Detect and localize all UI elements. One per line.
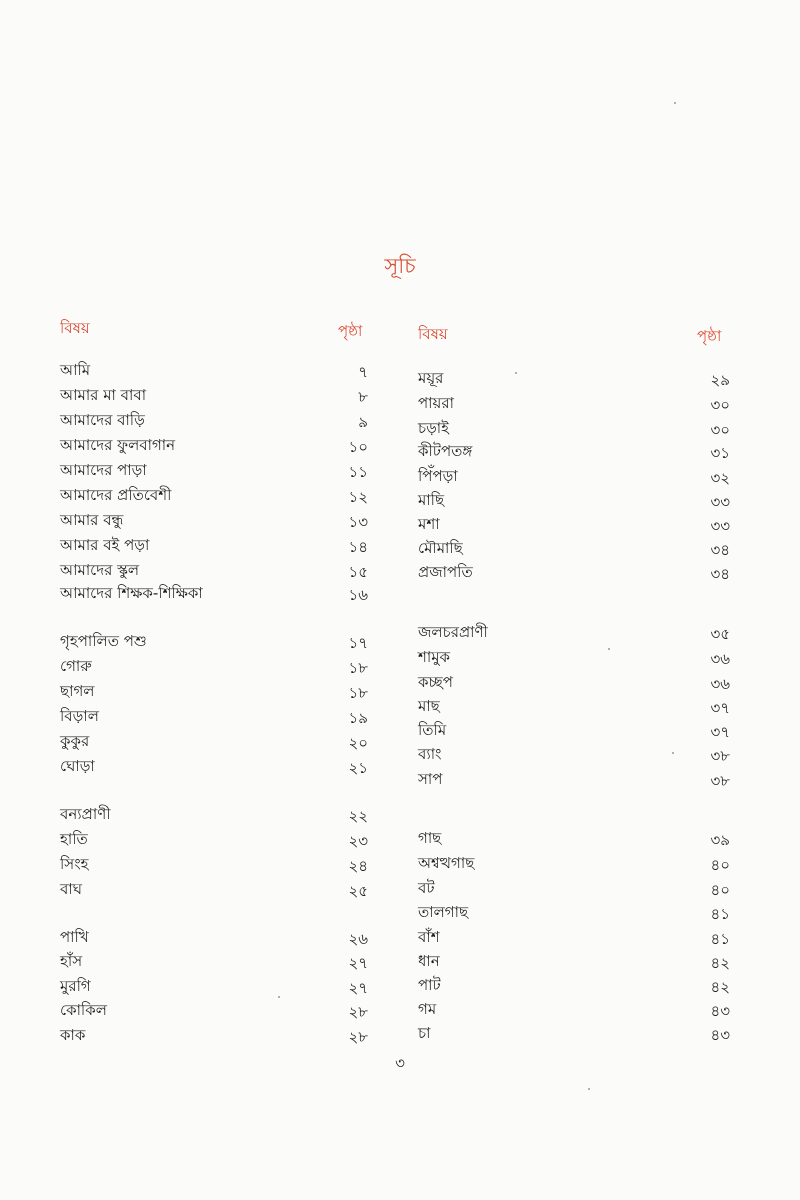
left-entry-page: ১৭ (348, 634, 368, 652)
right-entry-page: ৩০ (710, 396, 730, 414)
right-entry-page: ৩৪ (710, 565, 730, 583)
right-entry-page: ৩৭ (710, 699, 730, 717)
right-entry-page: ৪০ (710, 856, 730, 874)
right-topic-header: বিষয় (418, 325, 448, 343)
left-entry-page: ১৩ (348, 513, 368, 531)
right-entry-topic: বট (418, 879, 435, 897)
right-entry-page: ৩০ (710, 421, 730, 439)
left-entry-page: ২৫ (348, 882, 368, 900)
left-entry-page: ২২ (348, 807, 368, 825)
right-entry-topic: তিমি (418, 721, 447, 739)
left-entry-topic: গোরু (60, 657, 92, 675)
scan-speck (515, 372, 517, 374)
right-entry-topic: অশ্বত্থগাছ (418, 854, 475, 872)
left-entry-topic: আমার বই পড়া (60, 536, 150, 554)
left-entry-topic: আমার মা বাবা (60, 386, 147, 404)
left-entry-page: ২৪ (348, 857, 368, 875)
left-entry-page: ২৮ (348, 1028, 368, 1046)
left-entry-page: ১৮ (348, 684, 368, 702)
right-entry-topic: বাঁশ (418, 928, 440, 946)
right-entry-topic: কীটপতঙ্গ (418, 442, 473, 460)
right-entry-topic: মাছ (418, 697, 440, 715)
left-entry-topic: কুকুর (60, 732, 90, 750)
left-entry-topic: হাঁস (60, 952, 83, 970)
left-entry-topic: হাতি (60, 830, 88, 848)
left-entry-topic: ছাগল (60, 682, 95, 700)
right-entry-topic: সাপ (418, 770, 443, 788)
right-entry-page: ৪০ (710, 881, 730, 899)
left-entry-topic: আমাদের প্রতিবেশী (60, 486, 172, 504)
right-entry-page: ৩৮ (710, 747, 730, 765)
left-entry-page: ২৭ (348, 954, 368, 972)
left-entry-page: ১৯ (348, 709, 368, 727)
left-entry-page: ২৩ (348, 832, 368, 850)
right-entry-page: ৩৩ (710, 517, 730, 535)
left-entry-topic: আমাদের শিক্ষক-শিক্ষিকা (60, 584, 203, 602)
left-entry-topic: গৃহপালিত পশু (60, 632, 147, 650)
left-entry-topic: আমাদের পাড়া (60, 461, 147, 479)
left-entry-page: ৭ (358, 363, 368, 381)
left-entry-page: ১২ (348, 488, 368, 506)
right-entry-topic: পায়রা (418, 394, 454, 412)
right-entry-page: ৪১ (710, 905, 730, 923)
right-entry-topic: পাট (418, 976, 441, 994)
left-entry-page: ২১ (348, 759, 368, 777)
right-entry-topic: ধান (418, 952, 440, 970)
left-entry-page: ১৫ (348, 563, 368, 581)
right-entry-page: ৩৫ (710, 625, 730, 643)
left-entry-topic: মুরগি (60, 977, 91, 995)
left-topic-header: বিষয় (60, 319, 90, 337)
left-entry-topic: আমাদের স্কুল (60, 561, 140, 579)
right-entry-page: ৩৯ (710, 831, 730, 849)
right-entry-topic: জলচরপ্রাণী (418, 623, 488, 641)
left-entry-topic: পাখি (60, 928, 89, 946)
right-entry-topic: মৌমাছি (418, 539, 463, 557)
right-entry-page: ৪৩ (710, 1026, 730, 1044)
left-entry-topic: বাঘ (60, 880, 82, 898)
right-entry-topic: কচ্ছপ (418, 673, 453, 691)
right-entry-topic: চা (418, 1024, 431, 1042)
right-entry-page: ৪২ (710, 954, 730, 972)
right-entry-page: ৩৪ (710, 541, 730, 559)
right-entry-topic: তালগাছ (418, 903, 469, 921)
left-entry-topic: বিড়াল (60, 707, 99, 725)
right-entry-page: ৩৩ (710, 493, 730, 511)
right-entry-topic: পিঁপড়া (418, 467, 458, 485)
right-entry-topic: মাছি (418, 491, 445, 509)
left-entry-page: ১১ (348, 463, 368, 481)
left-entry-page: ৯ (358, 413, 368, 431)
right-entry-page: ৩৬ (710, 675, 730, 693)
right-entry-page: ৪১ (710, 930, 730, 948)
right-entry-topic: মশা (418, 515, 440, 533)
left-entry-topic: বন্যপ্রাণী (60, 805, 111, 823)
page-title: সূচি (384, 254, 416, 278)
left-entry-page: ১৮ (348, 659, 368, 677)
scan-speck (278, 996, 280, 998)
left-entry-topic: আমার বন্ধু (60, 511, 124, 529)
scan-speck (608, 648, 610, 650)
left-entry-topic: কোকিল (60, 1001, 107, 1019)
left-entry-page: ৮ (358, 388, 368, 406)
right-entry-page: ৩৭ (710, 723, 730, 741)
left-entry-page: ১৪ (348, 538, 368, 556)
right-entry-topic: গম (418, 1000, 437, 1018)
right-entry-topic: চড়াই (418, 419, 449, 437)
right-entry-page: ৩১ (710, 444, 730, 462)
left-entry-page: ১০ (348, 438, 368, 456)
left-entry-topic: আমাদের বাড়ি (60, 411, 145, 429)
scan-speck (672, 752, 674, 754)
left-entry-page: ১৬ (348, 586, 368, 604)
right-entry-topic: প্রজাপতি (418, 563, 473, 581)
page-number: ৩ (395, 1054, 405, 1072)
left-entry-topic: সিংহ (60, 855, 89, 873)
right-entry-topic: ব্যাং (418, 745, 442, 763)
left-entry-topic: আমি (60, 361, 91, 379)
right-page-header: পৃষ্ঠা (697, 327, 722, 345)
right-entry-page: ৩৮ (710, 772, 730, 790)
right-entry-page: ৩৬ (710, 650, 730, 668)
right-entry-page: ২৯ (710, 371, 730, 389)
right-entry-page: ৪২ (710, 978, 730, 996)
left-entry-page: ২৮ (348, 1003, 368, 1021)
left-entry-page: ২০ (348, 734, 368, 752)
left-entry-topic: আমাদের ফুলবাগান (60, 436, 176, 454)
left-entry-topic: ঘোড়া (60, 757, 95, 775)
left-page-header: পৃষ্ঠা (338, 322, 363, 340)
scan-speck (674, 102, 676, 104)
right-entry-topic: গাছ (418, 829, 442, 847)
left-entry-page: ২৭ (348, 979, 368, 997)
right-entry-page: ৩২ (710, 469, 730, 487)
scan-speck (588, 1088, 590, 1090)
left-entry-topic: কাক (60, 1026, 86, 1044)
right-entry-page: ৪৩ (710, 1002, 730, 1020)
left-entry-page: ২৬ (348, 930, 368, 948)
right-entry-topic: শামুক (418, 648, 451, 666)
right-entry-topic: ময়ূর (418, 369, 444, 387)
